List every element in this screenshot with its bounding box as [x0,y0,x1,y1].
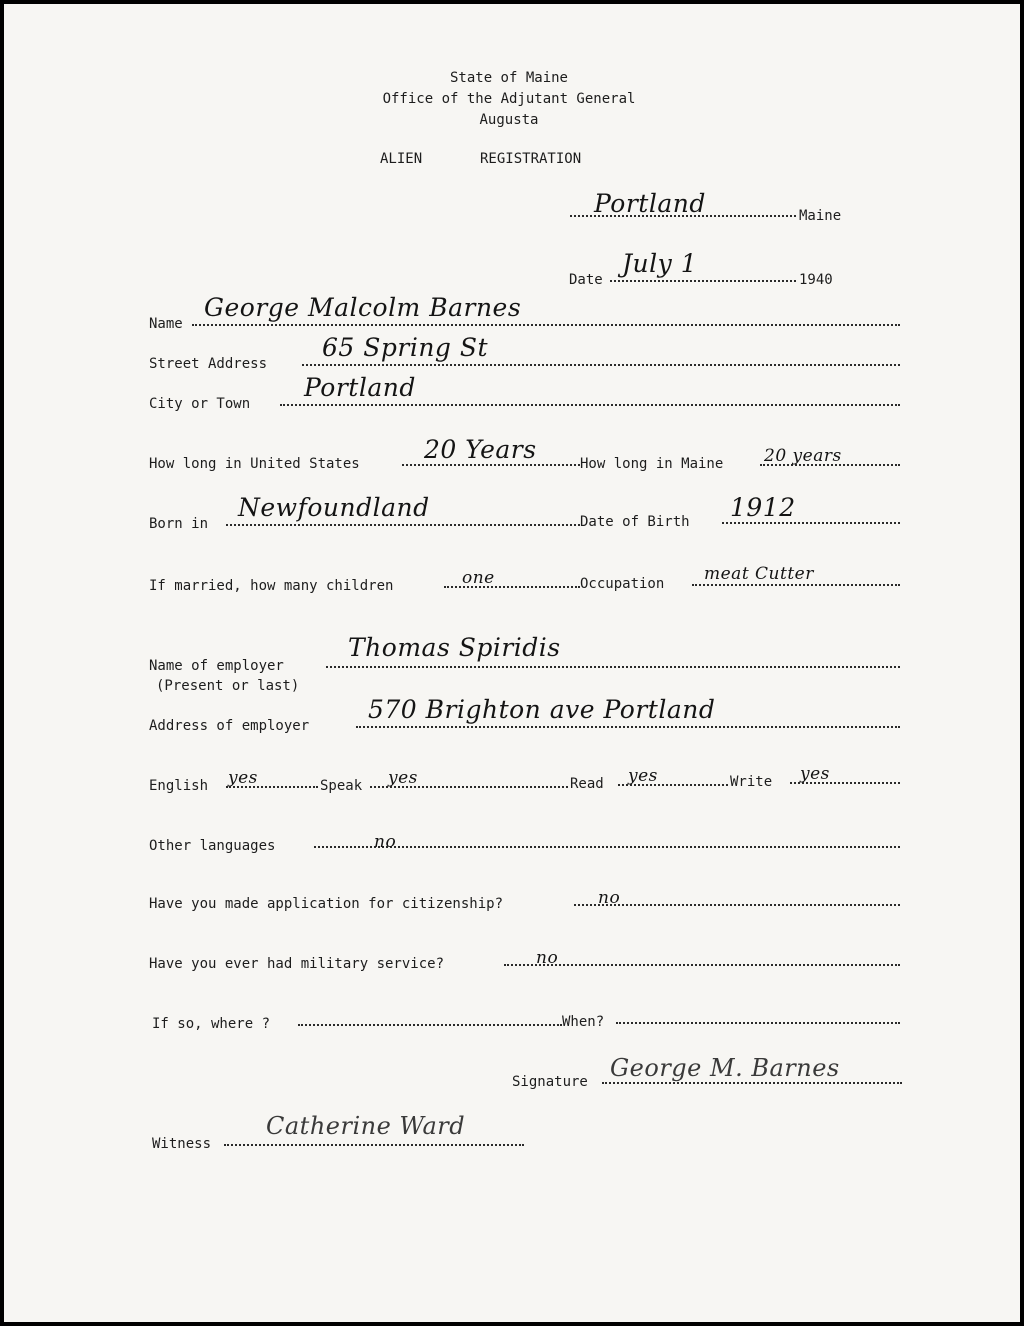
where-label: If so, where ? [152,1016,271,1032]
signature-line [602,1082,902,1084]
street-value: 65 Spring St [322,333,489,362]
street-label: Street Address [149,356,268,372]
witness-value: Catherine Ward [266,1112,466,1140]
street-line [302,364,900,366]
place-value: Portland [594,189,706,218]
header-office: Office of the Adjutant General [382,91,636,107]
witness-line [224,1144,524,1146]
read-value: yes [628,766,658,786]
citizenship-value: no [598,888,621,908]
us-time-line [402,464,580,466]
dob-line [722,522,900,524]
form-title-alien: ALIEN [380,151,423,167]
maine-time-value: 20 years [764,446,842,466]
employer-addr-line [356,726,900,728]
header-state: State of Maine [449,70,568,86]
employer-addr-value: 570 Brighton ave Portland [368,695,716,724]
english-label: English [149,778,209,794]
speak-value: yes [388,768,418,788]
speak-label: Speak [320,778,363,794]
where-line [298,1024,562,1026]
military-value: no [536,948,559,968]
signature-value: George M. Barnes [610,1054,840,1082]
occupation-label: Occupation [580,576,665,592]
citizenship-line [574,904,900,906]
born-value: Newfoundland [238,493,430,522]
name-line [192,324,900,326]
date-value: July 1 [622,249,698,278]
witness-label: Witness [152,1136,212,1152]
dob-label: Date of Birth [580,514,690,530]
city-label: City or Town [149,396,251,412]
employer-line [326,666,900,668]
citizenship-label: Have you made application for citizenship? [149,896,504,912]
us-time-label: How long in United States [149,456,360,472]
us-time-value: 20 Years [424,435,537,464]
dob-value: 1912 [730,493,796,522]
born-line [226,524,580,526]
form-title-registration: REGISTRATION [480,151,582,167]
english-value: yes [228,768,258,788]
military-label: Have you ever had military service? [149,956,445,972]
date-year: 1940 [799,272,833,288]
children-value: one [462,568,495,588]
when-line [616,1022,900,1024]
maine-time-label: How long in Maine [580,456,724,472]
children-label: If married, how many children [149,578,394,594]
other-lang-line [314,846,900,848]
born-label: Born in [149,516,209,532]
employer-sublabel: (Present or last) [156,678,300,694]
date-label: Date [569,272,603,288]
city-line [280,404,900,406]
registration-form [4,4,1020,1322]
military-line [504,964,900,966]
place-suffix: Maine [799,208,842,224]
other-lang-value: no [374,832,397,852]
city-value: Portland [304,373,416,402]
when-label: When? [562,1014,605,1030]
other-lang-label: Other languages [149,838,276,854]
employer-addr-label: Address of employer [149,718,310,734]
write-value: yes [800,764,830,784]
header-city: Augusta [479,112,539,128]
write-label: Write [730,774,773,790]
name-label: Name [149,316,183,332]
occupation-value: meat Cutter [704,564,814,584]
employer-label: Name of employer [149,658,284,674]
read-label: Read [570,776,604,792]
name-value: George Malcolm Barnes [204,293,522,322]
signature-label: Signature [512,1074,588,1090]
employer-value: Thomas Spiridis [348,633,561,662]
date-line [610,280,796,282]
